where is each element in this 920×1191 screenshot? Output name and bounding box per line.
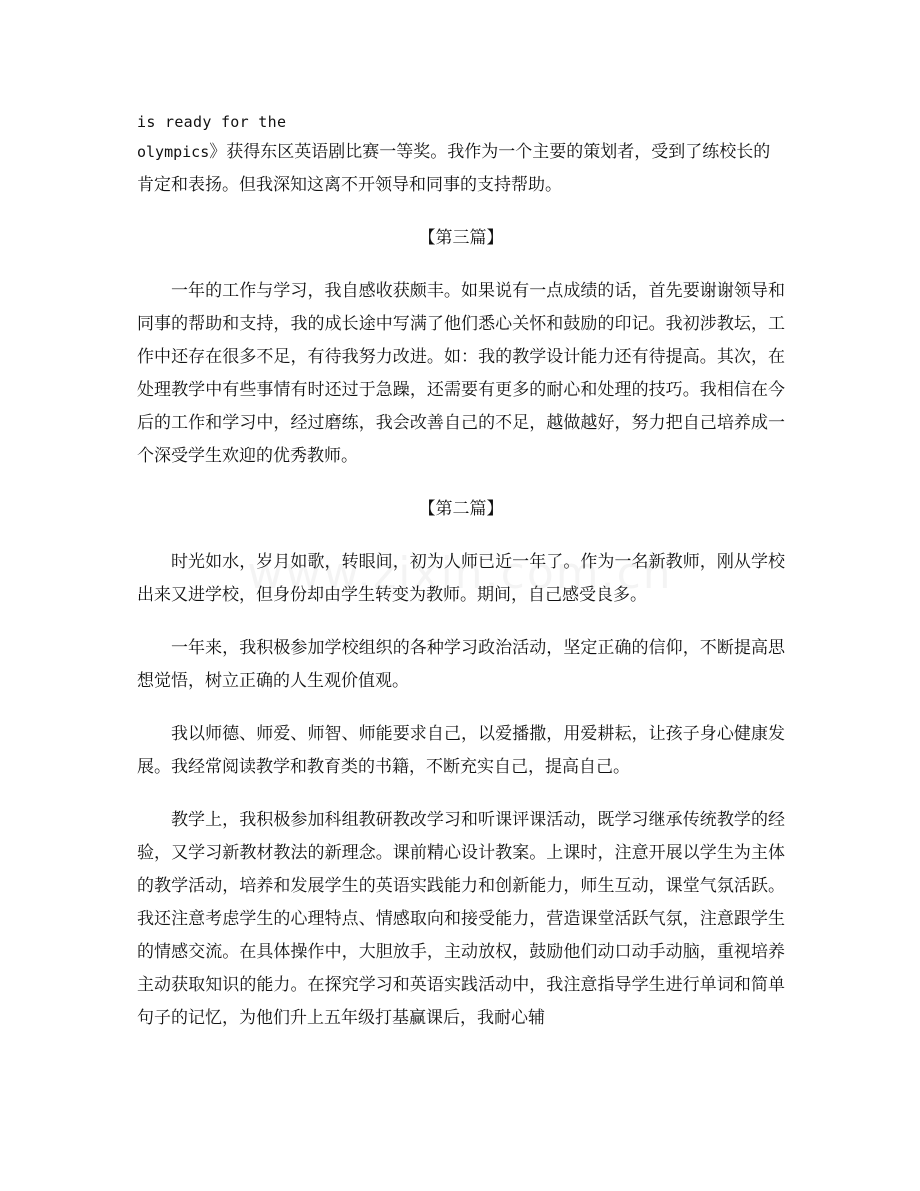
paragraph: 一年的工作与学习，我自感收获颇丰。如果说有一点成绩的话，首先要谢谢领导和同事的帮助和支持，我的成长途中写满了他们悉心关怀和鼓励的印记。我初涉教坛，工作中还存在很多不足，有待我努力改进。如：我的教学设计能力还有待提高。其次，在处理教学中有些事情有时还过于急躁，还需要有更多的耐心和处理的技巧。我相信在今后的工作和学习中，经过磨练，我会改善自己的不足，越做越好，努力把自己培养成一个深受学生欢迎的优秀教师。 (137, 281, 785, 466)
section-heading: 【第二篇】 (418, 499, 504, 519)
paragraph: 一年来，我积极参加学校组织的各种学习政治活动，坚定正确的信仰，不断提高思想觉悟，树立正确的人生观价值观。 (137, 638, 785, 691)
section-heading: 【第三篇】 (418, 228, 504, 248)
section-second (137, 493, 785, 1035)
section-third (137, 222, 785, 473)
intro-line-english: is ready for the (137, 113, 287, 131)
paragraph: 我以师德、师爱、师智、师能要求自己，以爱播撒，用爱耕耘，让孩子身心健康发展。我经常阅读教学和教育类的书籍，不断充实自己，提高自己。 (137, 724, 785, 777)
paragraph: 时光如水，岁月如歌，转眼间，初为人师已近一年了。作为一名新教师，刚从学校出来又进学校，但身份却由学生转变为教师。期间，自己感受良多。 (137, 552, 785, 605)
paragraph: 教学上，我积极参加科组教研教改学习和听课评课活动，既学习继承传统教学的经验，又学习新教材教法的新理念。课前精心设计教案。上课时，注意开展以学生为主体的教学活动，培养和发展学生的英语实践能力和创新能力，师生互动，课堂气氛活跃。我还注意考虑学生的心理特点、情感取向和接受能力，营造课堂活跃气氛，注意跟学生的情感交流。在具体操作中，大胆放手，主动放权，鼓励他们动口动手动脑，重视培养主动获取知识的能力。在探究学习和英语实践活动中，我注意指导学生进行单词和简单句子的记忆，为他们升上五年级打基赢课后，我耐心辅 (137, 810, 785, 1028)
intro-chinese-text: 》获得东区英语剧比赛一等奖。我作为一个主要的策划者，受到了练校长的肯定和表扬。但我深知这离不开领导和同事的支持帮助。 (137, 142, 771, 195)
intro-english-word: olympics (137, 143, 210, 161)
document-body (137, 108, 785, 1055)
intro-paragraph (137, 136, 785, 202)
